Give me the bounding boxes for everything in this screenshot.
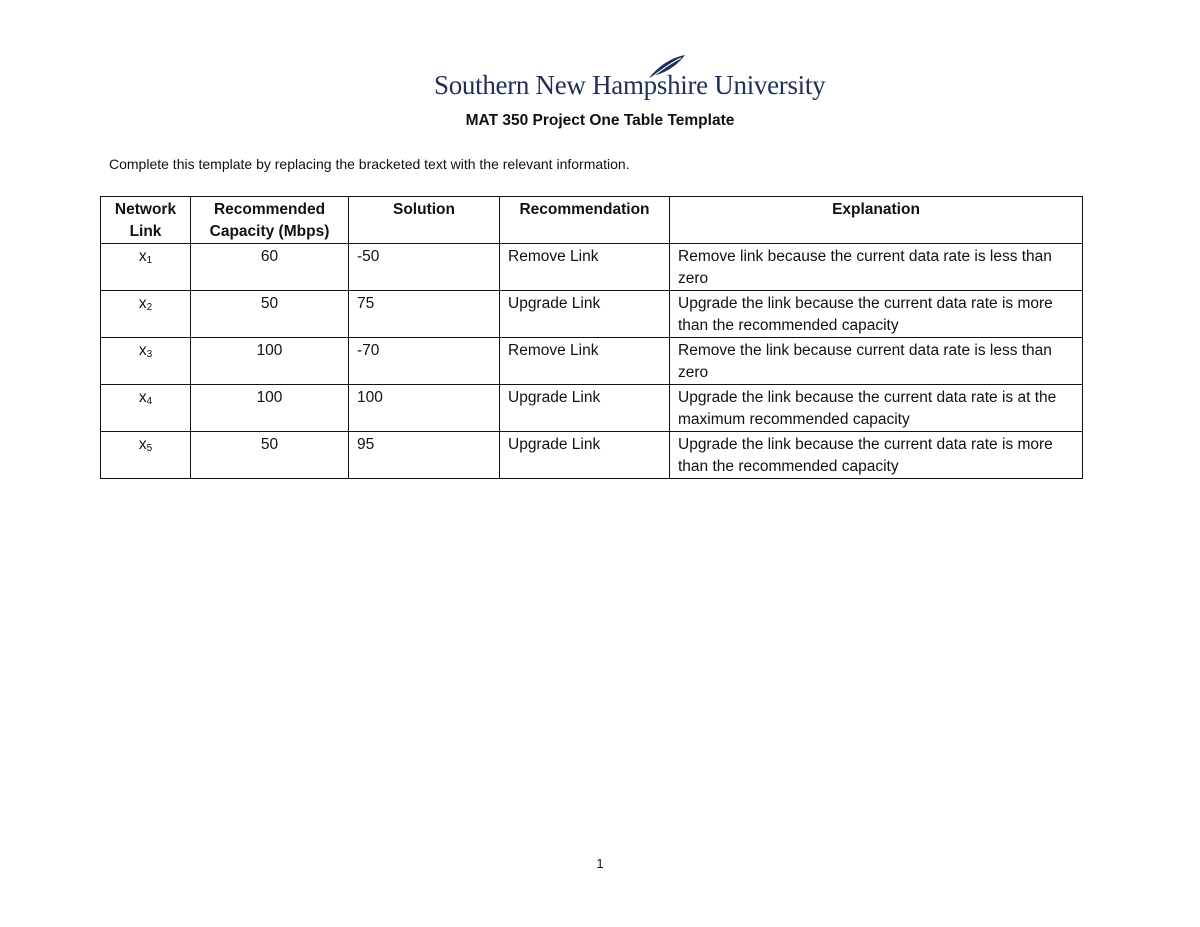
cell-solution: 75 <box>349 291 500 338</box>
cell-network-link: $x_5$ <box>101 432 191 479</box>
project-table <box>100 196 1083 479</box>
cell-network-link: $x_2$ <box>101 291 191 338</box>
cell-explanation: Upgrade the link because the current data rate is more than the recommended capacity <box>670 291 1083 338</box>
table-row <box>101 432 1083 479</box>
cell-recommendation: Upgrade Link <box>500 385 670 432</box>
page-number: 1 <box>596 856 604 871</box>
cell-network-link: $x_3$ <box>101 338 191 385</box>
table-row <box>101 244 1083 291</box>
document-title: MAT 350 Project One Table Template <box>465 112 735 129</box>
cell-explanation: Upgrade the link because the current data rate is at the maximum recommended capacity <box>670 385 1083 432</box>
cell-capacity: 60 <box>191 244 349 291</box>
table-row <box>101 291 1083 338</box>
cell-capacity: 100 <box>191 338 349 385</box>
header-recommended-capacity: Recommended Capacity (Mbps) <box>191 197 349 244</box>
cell-recommendation: Upgrade Link <box>500 432 670 479</box>
cell-recommendation: Upgrade Link <box>500 291 670 338</box>
header-network-link: Network Link <box>101 197 191 244</box>
cell-solution: -70 <box>349 338 500 385</box>
cell-network-link: $x_1$ <box>101 244 191 291</box>
cell-recommendation: Remove Link <box>500 244 670 291</box>
table-row <box>101 385 1083 432</box>
header-solution: Solution <box>349 197 500 244</box>
cell-recommendation: Remove Link <box>500 338 670 385</box>
cell-network-link: $x_4$ <box>101 385 191 432</box>
header-recommendation: Recommendation <box>500 197 670 244</box>
cell-explanation: Upgrade the link because the current data rate is more than the recommended capacity <box>670 432 1083 479</box>
cell-solution: 95 <box>349 432 500 479</box>
cell-capacity: 100 <box>191 385 349 432</box>
header-explanation: Explanation <box>670 197 1083 244</box>
logo-text: Southern New Hampshire University <box>434 70 826 100</box>
cell-solution: 100 <box>349 385 500 432</box>
cell-capacity: 50 <box>191 432 349 479</box>
cell-capacity: 50 <box>191 291 349 338</box>
cell-explanation: Remove the link because current data rate is less than zero <box>670 338 1083 385</box>
instructions-text: Complete this template by replacing the bracketed text with the relevant information. <box>109 156 630 172</box>
table-row <box>101 338 1083 385</box>
university-logo <box>434 54 826 104</box>
cell-explanation: Remove link because the current data rate is less than zero <box>670 244 1083 291</box>
table-header-row <box>101 197 1083 244</box>
cell-solution: -50 <box>349 244 500 291</box>
